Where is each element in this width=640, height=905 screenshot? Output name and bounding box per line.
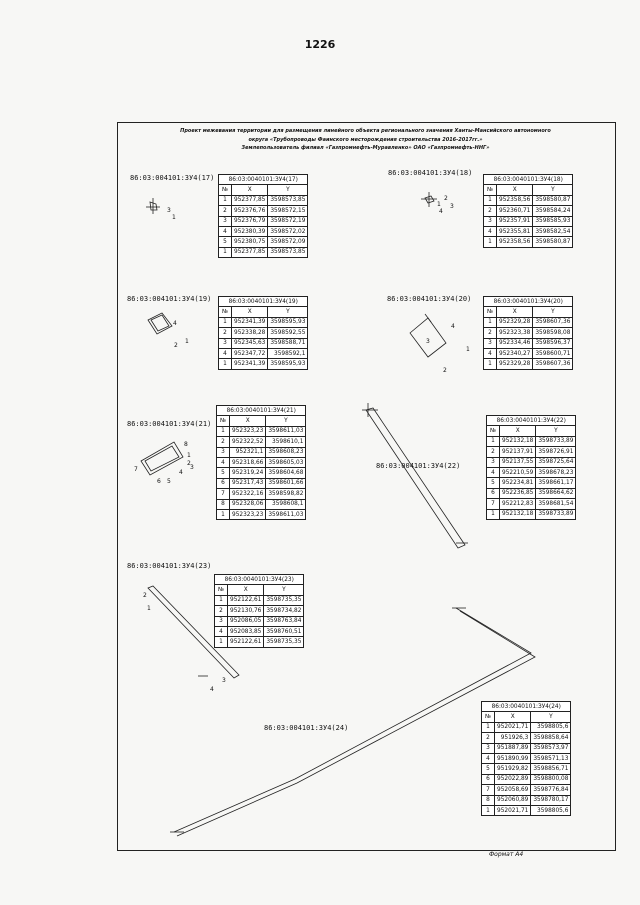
point-num: 2 xyxy=(143,592,147,599)
coord-y: 3598607,36 xyxy=(533,317,573,327)
point-num: 2 xyxy=(443,367,447,374)
sketch-p20 xyxy=(410,314,446,357)
point-index: 1 xyxy=(487,436,500,446)
table-row xyxy=(219,226,308,236)
column-header: Y xyxy=(268,307,308,317)
coord-y: 3598605,03 xyxy=(266,457,306,467)
table-row xyxy=(484,348,573,358)
table-title: 86:03:0040101:ЗУ4(23) xyxy=(215,575,304,585)
point-index: 5 xyxy=(219,237,232,247)
column-header: № xyxy=(484,307,497,317)
coord-y: 3598596,37 xyxy=(533,338,573,348)
coord-y: 3598608,1 xyxy=(266,499,306,509)
coord-x: 952086,05 xyxy=(228,616,264,626)
point-num: 4 xyxy=(451,323,455,330)
point-index: 4 xyxy=(219,226,232,236)
column-header: Y xyxy=(533,185,573,195)
table-row xyxy=(217,499,306,509)
column-header: Y xyxy=(268,185,308,195)
point-index: 2 xyxy=(482,733,495,743)
column-header: № xyxy=(219,185,232,195)
point-index: 1 xyxy=(484,195,497,205)
format-label: Формат А4 xyxy=(489,851,524,858)
table-row xyxy=(217,489,306,499)
point-num: 1 xyxy=(466,346,470,353)
coord-y: 3598805,6 xyxy=(531,805,571,815)
table-row xyxy=(484,317,573,327)
coord-table-21 xyxy=(216,405,306,520)
table-row xyxy=(217,457,306,467)
point-num: 1 xyxy=(437,201,441,208)
table-row xyxy=(484,195,573,205)
coord-x: 952323,23 xyxy=(230,426,266,436)
coord-x: 952236,85 xyxy=(500,488,536,498)
coord-y: 3598725,64 xyxy=(536,457,576,467)
table-title: 86:03:0040101:ЗУ4(22) xyxy=(487,416,576,426)
coord-y: 3598571,13 xyxy=(531,753,571,763)
point-num: 5 xyxy=(167,478,171,485)
coord-y: 3598610,1 xyxy=(266,437,306,447)
point-index: 6 xyxy=(487,488,500,498)
coord-y: 3598572,19 xyxy=(268,216,308,226)
coord-x: 952122,61 xyxy=(228,637,264,647)
coord-y: 3598595,93 xyxy=(268,317,308,327)
table-row xyxy=(487,436,576,446)
column-header: X xyxy=(230,416,266,426)
coord-x: 952323,38 xyxy=(497,328,533,338)
plot-label-17: 86:03:004101:ЗУ4(17) xyxy=(130,174,215,182)
table-row xyxy=(482,785,571,795)
coord-y: 3598776,84 xyxy=(531,785,571,795)
table-row xyxy=(217,478,306,488)
coord-x: 952321,1 xyxy=(230,447,266,457)
point-num: 4 xyxy=(173,320,177,327)
plot-label-23: 86:03:004101:ЗУ4(23) xyxy=(127,562,212,570)
coord-x: 952323,23 xyxy=(230,509,266,519)
table-title: 86:03:0040101:ЗУ4(21) xyxy=(217,406,306,416)
column-header: № xyxy=(484,185,497,195)
coord-y: 3598733,89 xyxy=(536,509,576,519)
point-num: 4 xyxy=(179,469,183,476)
sketch-p19 xyxy=(148,313,172,334)
coord-x: 952234,81 xyxy=(500,478,536,488)
table-title: 86:03:0040101:ЗУ4(17) xyxy=(219,175,308,185)
table-row xyxy=(482,722,571,732)
table-row xyxy=(219,338,308,348)
point-num: 2 xyxy=(444,195,448,202)
table-row xyxy=(487,457,576,467)
point-num: 1 xyxy=(172,214,176,221)
point-index: 5 xyxy=(482,764,495,774)
page-number: 1226 xyxy=(304,38,336,51)
coord-x: 952341,39 xyxy=(232,359,268,369)
plot-label-18: 86:03:004101:ЗУ4(18) xyxy=(388,169,473,177)
coord-table-22 xyxy=(486,415,576,520)
coord-y: 3598611,03 xyxy=(266,509,306,519)
table-row xyxy=(217,468,306,478)
column-header: № xyxy=(219,307,232,317)
coord-x: 952132,18 xyxy=(500,509,536,519)
column-header: Y xyxy=(533,307,573,317)
column-header: X xyxy=(497,185,533,195)
point-num: 4 xyxy=(439,208,443,215)
coord-x: 952376,76 xyxy=(232,206,268,216)
coord-x: 951926,3 xyxy=(495,733,531,743)
point-index: 4 xyxy=(484,226,497,236)
table-row xyxy=(484,226,573,236)
table-title: 86:03:0040101:ЗУ4(19) xyxy=(219,297,308,307)
table-row xyxy=(482,764,571,774)
coord-y: 3598598,82 xyxy=(266,489,306,499)
coord-table-19 xyxy=(218,296,308,370)
coord-y: 3598763,84 xyxy=(264,616,304,626)
point-index: 5 xyxy=(217,468,230,478)
coord-x: 952358,56 xyxy=(497,195,533,205)
point-num: 6 xyxy=(157,478,161,485)
coord-y: 3598858,64 xyxy=(531,733,571,743)
table-title: 86:03:0040101:ЗУ4(18) xyxy=(484,175,573,185)
point-index: 2 xyxy=(219,328,232,338)
table-row xyxy=(219,237,308,247)
coord-x: 952358,56 xyxy=(497,237,533,247)
coord-y: 3598608,23 xyxy=(266,447,306,457)
coord-y: 3598681,54 xyxy=(536,499,576,509)
table-title: 86:03:0040101:ЗУ4(24) xyxy=(482,702,571,712)
table-row xyxy=(482,743,571,753)
coord-y: 3598573,85 xyxy=(268,195,308,205)
table-row xyxy=(487,488,576,498)
table-row xyxy=(487,499,576,509)
plot-label-22: 86:03:004101:ЗУ4(22) xyxy=(376,462,461,470)
coord-y: 3598661,17 xyxy=(536,478,576,488)
sketch-p21 xyxy=(141,442,183,475)
column-header: X xyxy=(495,712,531,722)
coord-y: 3598572,02 xyxy=(268,226,308,236)
coord-table-20 xyxy=(483,296,573,370)
table-row xyxy=(217,509,306,519)
point-index: 4 xyxy=(487,467,500,477)
coord-y: 3598733,89 xyxy=(536,436,576,446)
coord-y: 3598601,66 xyxy=(266,478,306,488)
plot-label-21: 86:03:004101:ЗУ4(21) xyxy=(127,420,212,428)
point-num: 1 xyxy=(147,605,151,612)
point-index: 8 xyxy=(217,499,230,509)
table-row xyxy=(484,206,573,216)
table-row xyxy=(487,509,576,519)
plot-label-20: 86:03:004101:ЗУ4(20) xyxy=(387,295,472,303)
table-row xyxy=(482,805,571,815)
coord-x: 952355,81 xyxy=(497,226,533,236)
coord-x: 952317,43 xyxy=(230,478,266,488)
coord-x: 952377,85 xyxy=(232,195,268,205)
coord-table-23 xyxy=(214,574,304,648)
table-row xyxy=(219,328,308,338)
point-index: 4 xyxy=(217,457,230,467)
table-row xyxy=(484,359,573,369)
point-index: 2 xyxy=(215,606,228,616)
coord-y: 3598735,35 xyxy=(264,637,304,647)
point-index: 3 xyxy=(217,447,230,457)
point-num: 4 xyxy=(210,686,214,693)
coord-x: 952132,18 xyxy=(500,436,536,446)
table-row xyxy=(219,348,308,358)
coord-y: 3598572,15 xyxy=(268,206,308,216)
point-index: 1 xyxy=(217,509,230,519)
coord-y: 3598780,17 xyxy=(531,795,571,805)
coord-x: 952345,63 xyxy=(232,338,268,348)
coord-y: 3598598,08 xyxy=(533,328,573,338)
coord-x: 952377,85 xyxy=(232,247,268,257)
coord-x: 951890,99 xyxy=(495,753,531,763)
coord-y: 3598800,08 xyxy=(531,774,571,784)
coord-y: 3598588,71 xyxy=(268,338,308,348)
header-line-1: Проект межевания территории для размещения линейного объекта регионального значения Ханты-Мансийского автономного xyxy=(180,128,551,134)
sketch-p18 xyxy=(421,192,437,207)
point-index: 1 xyxy=(217,426,230,436)
coord-y: 3598611,03 xyxy=(266,426,306,436)
column-header: Y xyxy=(531,712,571,722)
point-index: 2 xyxy=(219,206,232,216)
point-num: 3 xyxy=(426,338,430,345)
coord-x: 952357,91 xyxy=(497,216,533,226)
table-row xyxy=(217,426,306,436)
point-num: 3 xyxy=(190,464,194,471)
point-index: 1 xyxy=(484,359,497,369)
table-row xyxy=(484,237,573,247)
point-index: 1 xyxy=(219,317,232,327)
coord-x: 952322,16 xyxy=(230,489,266,499)
table-row xyxy=(482,733,571,743)
point-index: 3 xyxy=(487,457,500,467)
plot-label-19: 86:03:004101:ЗУ4(19) xyxy=(127,295,212,303)
table-row xyxy=(219,247,308,257)
coord-y: 3598856,71 xyxy=(531,764,571,774)
coord-y: 3598760,51 xyxy=(264,626,304,636)
coord-y: 3598572,09 xyxy=(268,237,308,247)
table-row xyxy=(215,637,304,647)
coord-y: 3598573,97 xyxy=(531,743,571,753)
table-row xyxy=(484,216,573,226)
point-num: 2 xyxy=(187,460,191,467)
point-index: 2 xyxy=(484,328,497,338)
point-index: 4 xyxy=(219,348,232,358)
coord-table-17 xyxy=(218,174,308,258)
point-index: 7 xyxy=(217,489,230,499)
point-index: 2 xyxy=(217,437,230,447)
coord-x: 952341,39 xyxy=(232,317,268,327)
point-index: 3 xyxy=(219,216,232,226)
coord-x: 952328,06 xyxy=(230,499,266,509)
coord-x: 952212,83 xyxy=(500,499,536,509)
coord-x: 952319,24 xyxy=(230,468,266,478)
coord-y: 3598678,23 xyxy=(536,467,576,477)
point-index: 5 xyxy=(487,478,500,488)
table-row xyxy=(219,317,308,327)
point-index: 7 xyxy=(487,499,500,509)
coord-x: 952058,69 xyxy=(495,785,531,795)
table-row xyxy=(487,478,576,488)
sketch-p22 xyxy=(362,403,468,548)
coord-y: 3598573,85 xyxy=(268,247,308,257)
coord-x: 952376,79 xyxy=(232,216,268,226)
column-header: Y xyxy=(536,426,576,436)
point-num: 3 xyxy=(222,677,226,684)
table-row xyxy=(215,595,304,605)
column-header: X xyxy=(232,185,268,195)
header-line-2: округа «Трубопроводы Фаинского месторождения строительства 2016-2017гг.» xyxy=(248,137,483,143)
coord-table-24 xyxy=(481,701,571,816)
table-row xyxy=(484,328,573,338)
table-title: 86:03:0040101:ЗУ4(20) xyxy=(484,297,573,307)
point-index: 4 xyxy=(484,348,497,358)
table-row xyxy=(219,359,308,369)
coord-x: 952340,27 xyxy=(497,348,533,358)
table-row xyxy=(482,753,571,763)
point-index: 3 xyxy=(482,743,495,753)
column-header: Y xyxy=(264,585,304,595)
point-index: 7 xyxy=(482,785,495,795)
coord-y: 3598580,87 xyxy=(533,195,573,205)
point-index: 3 xyxy=(484,338,497,348)
point-index: 3 xyxy=(219,338,232,348)
point-num: 3 xyxy=(450,203,454,210)
table-row xyxy=(487,447,576,457)
coord-y: 3598584,24 xyxy=(533,206,573,216)
table-row xyxy=(482,774,571,784)
point-index: 1 xyxy=(215,595,228,605)
coord-x: 952022,89 xyxy=(495,774,531,784)
coord-y: 3598607,36 xyxy=(533,359,573,369)
coord-x: 952334,46 xyxy=(497,338,533,348)
table-row xyxy=(217,437,306,447)
coord-table-18 xyxy=(483,174,573,248)
point-index: 1 xyxy=(484,237,497,247)
point-num: 1 xyxy=(187,452,191,459)
coord-y: 3598604,68 xyxy=(266,468,306,478)
point-index: 1 xyxy=(219,195,232,205)
column-header: Y xyxy=(266,416,306,426)
point-index: 6 xyxy=(482,774,495,784)
point-index: 8 xyxy=(482,795,495,805)
coord-y: 3598735,35 xyxy=(264,595,304,605)
point-index: 3 xyxy=(484,216,497,226)
coord-x: 952322,52 xyxy=(230,437,266,447)
coord-x: 952060,89 xyxy=(495,795,531,805)
coord-x: 952083,85 xyxy=(228,626,264,636)
coord-x: 952338,28 xyxy=(232,328,268,338)
column-header: X xyxy=(497,307,533,317)
column-header: № xyxy=(215,585,228,595)
coord-x: 952122,61 xyxy=(228,595,264,605)
point-index: 1 xyxy=(219,359,232,369)
coord-y: 3598592,55 xyxy=(268,328,308,338)
table-row xyxy=(215,626,304,636)
coord-y: 3598592,1 xyxy=(268,348,308,358)
point-num: 2 xyxy=(174,342,178,349)
point-num: 8 xyxy=(184,441,188,448)
coord-x: 952380,39 xyxy=(232,226,268,236)
coord-x: 952210,59 xyxy=(500,467,536,477)
header-line-3: Землепользователь филиал «Газпромнефть-Муравленко» ОАО «Газпромнефть-ННГ» xyxy=(241,145,490,151)
column-header: № xyxy=(482,712,495,722)
point-index: 2 xyxy=(487,447,500,457)
coord-y: 3598582,54 xyxy=(533,226,573,236)
point-num: 7 xyxy=(134,466,138,473)
point-index: 1 xyxy=(482,805,495,815)
table-row xyxy=(215,616,304,626)
coord-y: 3598734,82 xyxy=(264,606,304,616)
table-row xyxy=(217,447,306,457)
table-row xyxy=(487,467,576,477)
point-index: 3 xyxy=(215,616,228,626)
coord-x: 952380,75 xyxy=(232,237,268,247)
point-index: 4 xyxy=(215,626,228,636)
coord-y: 3598600,71 xyxy=(533,348,573,358)
point-index: 4 xyxy=(482,753,495,763)
coord-y: 3598585,93 xyxy=(533,216,573,226)
coord-x: 952347,72 xyxy=(232,348,268,358)
coord-y: 3598664,62 xyxy=(536,488,576,498)
column-header: X xyxy=(228,585,264,595)
point-index: 6 xyxy=(217,478,230,488)
point-index: 1 xyxy=(482,722,495,732)
coord-y: 3598726,91 xyxy=(536,447,576,457)
coord-y: 3598580,87 xyxy=(533,237,573,247)
table-row xyxy=(219,216,308,226)
table-row xyxy=(219,195,308,205)
point-num: 1 xyxy=(185,338,189,345)
coord-x: 952130,76 xyxy=(228,606,264,616)
coord-x: 952021,71 xyxy=(495,722,531,732)
coord-y: 3598805,6 xyxy=(531,722,571,732)
table-row xyxy=(482,795,571,805)
point-index: 1 xyxy=(215,637,228,647)
coord-x: 952329,28 xyxy=(497,359,533,369)
coord-y: 3598595,93 xyxy=(268,359,308,369)
coord-x: 952137,91 xyxy=(500,447,536,457)
coord-x: 952137,55 xyxy=(500,457,536,467)
column-header: № xyxy=(217,416,230,426)
coord-x: 952021,71 xyxy=(495,805,531,815)
point-num: 3 xyxy=(167,207,171,214)
sketch-p17 xyxy=(146,198,160,214)
table-row xyxy=(215,606,304,616)
table-row xyxy=(484,338,573,348)
point-index: 1 xyxy=(484,317,497,327)
point-index: 2 xyxy=(484,206,497,216)
coord-x: 952360,71 xyxy=(497,206,533,216)
point-index: 1 xyxy=(487,509,500,519)
column-header: X xyxy=(500,426,536,436)
column-header: № xyxy=(487,426,500,436)
coord-x: 952318,66 xyxy=(230,457,266,467)
table-row xyxy=(219,206,308,216)
point-index: 1 xyxy=(219,247,232,257)
column-header: X xyxy=(232,307,268,317)
plot-label-24: 86:03:004101:ЗУ4(24) xyxy=(264,724,349,732)
coord-x: 951887,89 xyxy=(495,743,531,753)
coord-x: 952329,28 xyxy=(497,317,533,327)
coord-x: 951929,82 xyxy=(495,764,531,774)
